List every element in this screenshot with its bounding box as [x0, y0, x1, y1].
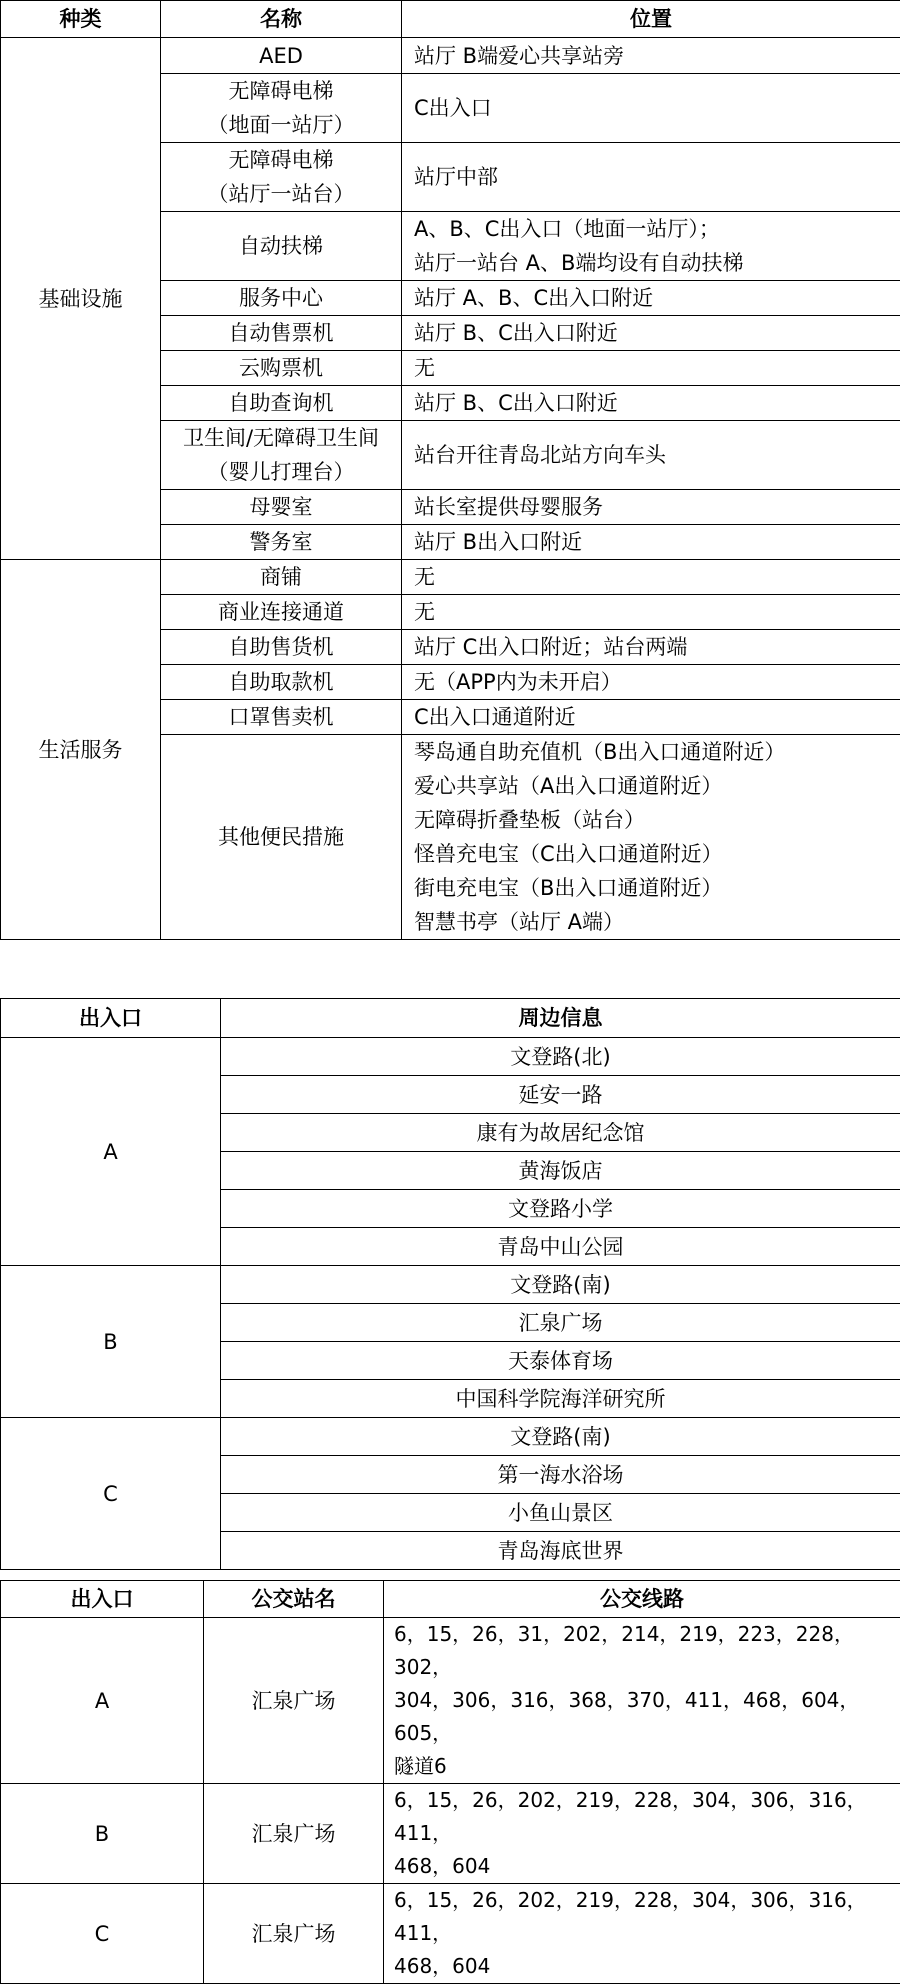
- facility-location-cell: [402, 525, 900, 560]
- exit-cell: B: [1, 1266, 221, 1418]
- exit-cell: C: [1, 1418, 221, 1570]
- facility-location: 站厅 C出入口附近；站台两端: [414, 630, 896, 664]
- place-cell: 延安一路: [221, 1076, 900, 1114]
- facility-name: 自动扶梯: [165, 229, 397, 263]
- place-cell: 汇泉广场: [221, 1304, 900, 1342]
- facility-name: 其他便民措施: [165, 820, 397, 854]
- facility-name-cell: [161, 281, 402, 316]
- facility-location-cell: [402, 212, 900, 281]
- facility-name: 自动售票机: [165, 316, 397, 350]
- facility-location: A、B、C出入口（地面一站厅）；: [414, 212, 896, 246]
- facility-location: 站厅 B、C出入口附近: [414, 316, 896, 350]
- bus-routes-cell: [384, 1884, 900, 1984]
- facility-name: 自助售货机: [165, 630, 397, 664]
- facility-location: 街电充电宝（B出入口通道附近）: [414, 871, 896, 905]
- place-cell: 青岛中山公园: [221, 1228, 900, 1266]
- facility-name-cell: [161, 665, 402, 700]
- facility-name-cell: [161, 143, 402, 212]
- facility-name: 商业连接通道: [165, 595, 397, 629]
- place-cell: 康有为故居纪念馆: [221, 1114, 900, 1152]
- bus-stop-cell: 汇泉广场: [204, 1618, 384, 1784]
- place-cell: 中国科学院海洋研究所: [221, 1380, 900, 1418]
- facility-location: 站厅 B端爱心共享站旁: [414, 39, 896, 73]
- facility-name: 无障碍电梯: [165, 74, 397, 108]
- facility-location-cell: [402, 700, 900, 735]
- header-surroundings: 周边信息: [221, 999, 900, 1038]
- facility-name: 服务中心: [165, 281, 397, 315]
- facility-location: 站厅一站台 A、B端均设有自动扶梯: [414, 246, 896, 280]
- surrounding-row: [1, 1266, 900, 1304]
- bus-row: [1, 1784, 900, 1884]
- facility-location: 怪兽充电宝（C出入口通道附近）: [414, 837, 896, 871]
- facility-location-cell: [402, 665, 900, 700]
- facility-name: （站厅一站台）: [165, 177, 397, 211]
- surroundings-header-row: [1, 999, 900, 1038]
- surrounding-row: [1, 1038, 900, 1076]
- facility-location-cell: [402, 316, 900, 351]
- bus-header-row: [1, 1581, 900, 1618]
- facility-location: 站厅 B出入口附近: [414, 525, 896, 559]
- bus-row: [1, 1884, 900, 1984]
- bus-route-line: 304，306，316，368，370，411，468，604，605，: [394, 1684, 896, 1750]
- place-cell: 青岛海底世界: [221, 1532, 900, 1570]
- facility-location-cell: [402, 386, 900, 421]
- facility-location-cell: [402, 281, 900, 316]
- bus-route-line: 6，15，26，31，202，214，219，223，228，302，: [394, 1618, 896, 1684]
- header-bus-exit: 出入口: [1, 1581, 204, 1618]
- facility-name: 无障碍电梯: [165, 143, 397, 177]
- facility-name-cell: [161, 421, 402, 490]
- facility-location-cell: [402, 595, 900, 630]
- bus-row: [1, 1618, 900, 1784]
- facility-location-cell: [402, 630, 900, 665]
- place-cell: 黄海饭店: [221, 1152, 900, 1190]
- facility-name: 卫生间/无障碍卫生间: [165, 421, 397, 455]
- facility-location-cell: [402, 143, 900, 212]
- facility-name-cell: [161, 316, 402, 351]
- header-location: 位置: [402, 1, 900, 38]
- facility-location-cell: [402, 421, 900, 490]
- facilities-header-row: [1, 1, 900, 38]
- facility-location: 智慧书亭（站厅 A端）: [414, 905, 896, 939]
- facility-location: 站台开往青岛北站方向车头: [414, 438, 896, 472]
- header-bus-stop: 公交站名: [204, 1581, 384, 1618]
- facility-name: （婴儿打理台）: [165, 455, 397, 489]
- facility-name-cell: [161, 700, 402, 735]
- category-cell: 基础设施: [1, 38, 161, 560]
- place-cell: 文登路(南): [221, 1266, 900, 1304]
- facility-name-cell: [161, 560, 402, 595]
- facility-name-cell: [161, 38, 402, 74]
- facility-name: 自助查询机: [165, 386, 397, 420]
- bus-route-line: 6，15，26，202，219，228，304，306，316，411，: [394, 1884, 896, 1950]
- facility-name-cell: [161, 386, 402, 421]
- facility-name: 母婴室: [165, 490, 397, 524]
- facility-name: （地面一站厅）: [165, 108, 397, 142]
- exit-cell: A: [1, 1038, 221, 1266]
- facility-location: 站长室提供母婴服务: [414, 490, 896, 524]
- header-bus-routes: 公交线路: [384, 1581, 900, 1618]
- facility-name-cell: [161, 525, 402, 560]
- place-cell: 文登路小学: [221, 1190, 900, 1228]
- bus-route-line: 468，604: [394, 1950, 896, 1983]
- facility-name-cell: [161, 351, 402, 386]
- facility-location: 无障碍折叠垫板（站台）: [414, 803, 896, 837]
- bus-routes-cell: [384, 1784, 900, 1884]
- facility-name: AED: [165, 39, 397, 73]
- facility-location: 无: [414, 351, 896, 385]
- facility-location-cell: [402, 74, 900, 143]
- facility-name-cell: [161, 212, 402, 281]
- place-cell: 文登路(北): [221, 1038, 900, 1076]
- facility-location-cell: [402, 735, 900, 940]
- facility-location: 无（APP内为未开启）: [414, 665, 896, 699]
- facility-row: [1, 560, 900, 595]
- facility-name-cell: [161, 630, 402, 665]
- facility-location: 琴岛通自助充值机（B出入口通道附近）: [414, 735, 896, 769]
- bus-stop-cell: 汇泉广场: [204, 1884, 384, 1984]
- bus-exit-cell: B: [1, 1784, 204, 1884]
- facility-name-cell: [161, 74, 402, 143]
- place-cell: 文登路(南): [221, 1418, 900, 1456]
- bus-stop-cell: 汇泉广场: [204, 1784, 384, 1884]
- header-name: 名称: [161, 1, 402, 38]
- facility-location: 站厅中部: [414, 160, 896, 194]
- category-cell: 生活服务: [1, 560, 161, 940]
- facility-name: 商铺: [165, 560, 397, 594]
- facility-location: 站厅 B、C出入口附近: [414, 386, 896, 420]
- facility-location-cell: [402, 490, 900, 525]
- facility-location: C出入口: [414, 91, 896, 125]
- facility-name-cell: [161, 490, 402, 525]
- facility-location-cell: [402, 560, 900, 595]
- place-cell: 小鱼山景区: [221, 1494, 900, 1532]
- bus-route-line: 468，604: [394, 1850, 896, 1883]
- surrounding-row: [1, 1418, 900, 1456]
- facility-location: 无: [414, 560, 896, 594]
- facility-location: 无: [414, 595, 896, 629]
- facility-name: 警务室: [165, 525, 397, 559]
- facilities-table: [0, 0, 900, 940]
- bus-routes-cell: [384, 1618, 900, 1784]
- place-cell: 天泰体育场: [221, 1342, 900, 1380]
- place-cell: 第一海水浴场: [221, 1456, 900, 1494]
- bus-route-line: 6，15，26，202，219，228，304，306，316，411，: [394, 1784, 896, 1850]
- facility-name: 口罩售卖机: [165, 700, 397, 734]
- facility-name: 自助取款机: [165, 665, 397, 699]
- bus-exit-cell: A: [1, 1618, 204, 1784]
- bus-route-line: 隧道6: [394, 1750, 896, 1783]
- facility-name-cell: [161, 735, 402, 940]
- bus-table: [0, 1580, 900, 1984]
- facility-location: C出入口通道附近: [414, 700, 896, 734]
- facility-location-cell: [402, 38, 900, 74]
- facility-location: 站厅 A、B、C出入口附近: [414, 281, 896, 315]
- facility-location-cell: [402, 351, 900, 386]
- facility-location: 爱心共享站（A出入口通道附近）: [414, 769, 896, 803]
- header-exit: 出入口: [1, 999, 221, 1038]
- facility-row: [1, 38, 900, 74]
- header-category: 种类: [1, 1, 161, 38]
- bus-exit-cell: C: [1, 1884, 204, 1984]
- surroundings-table: [0, 998, 900, 1570]
- facility-name: 云购票机: [165, 351, 397, 385]
- facility-name-cell: [161, 595, 402, 630]
